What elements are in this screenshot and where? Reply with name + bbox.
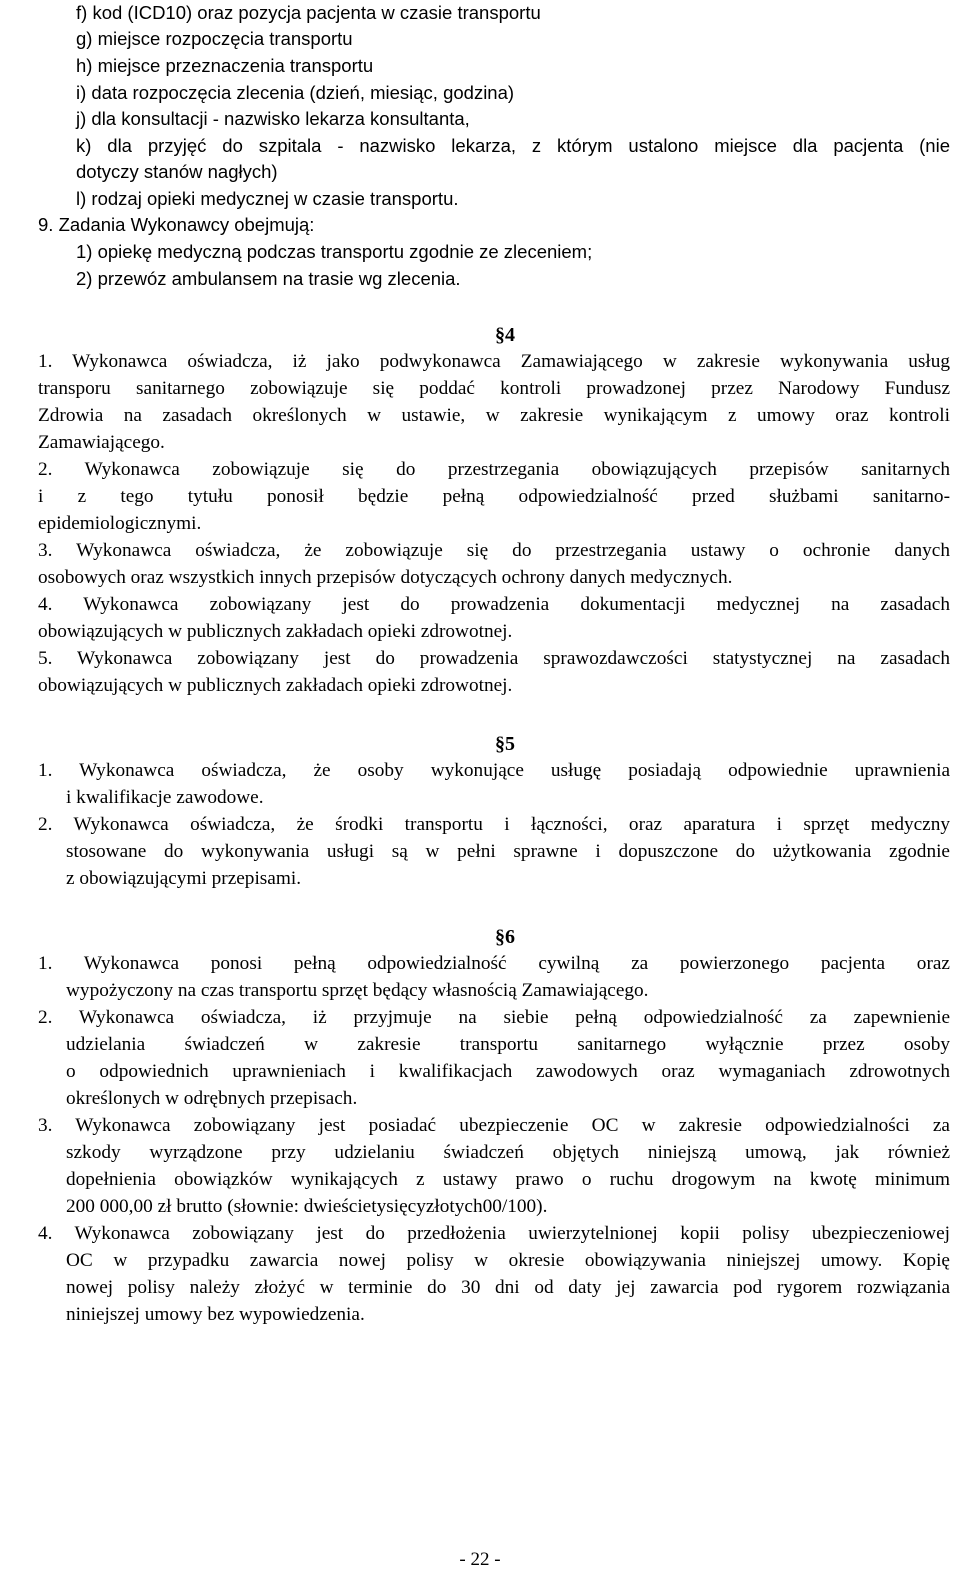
- sec4-line-7: epidemiologicznymi.: [38, 513, 202, 534]
- sec6-line-4: udzielania świadczeń w zakresie transportu sanitarnego wyłącznie przez osoby: [66, 1034, 950, 1055]
- item-9-heading: 9. Zadania Wykonawcy obejmują:: [38, 214, 315, 235]
- section-number: 4: [505, 324, 515, 346]
- sec6-line-9: dopełnienia obowiązków wynikających z ustawy prawo o ruchu drogowym na kwotę minimum: [66, 1169, 950, 1190]
- sec5-line-3: 2. Wykonawca oświadcza, że środki transportu i łączności, oraz aparatura i sprzęt medyczny: [38, 814, 950, 835]
- sec6-line-1: 1. Wykonawca ponosi pełną odpowiedzialność cywilną za powierzonego pacjenta oraz: [38, 953, 950, 974]
- section-number: 6: [505, 926, 515, 948]
- section-4-heading: [495, 322, 515, 348]
- sec4-line-2: transporu sanitarnego zobowiązuje się poddać kontroli prowadzonej przez Narodowy Fundusz: [38, 378, 950, 399]
- section-mark: §: [495, 324, 505, 346]
- list-item-j: j) dla konsultacji - nazwisko lekarza konsultanta,: [76, 108, 470, 129]
- sec4-line-11: obowiązujących w publicznych zakładach opieki zdrowotnej.: [38, 621, 513, 642]
- sec6-line-12: OC w przypadku zawarcia nowej polisy w okresie obowiązywania niniejszej umowy. Kopię: [66, 1250, 950, 1271]
- list-item-k-cont: dotyczy stanów nagłych): [76, 161, 278, 182]
- section-number: 5: [505, 733, 515, 755]
- sec4-line-13: obowiązujących w publicznych zakładach opieki zdrowotnej.: [38, 675, 513, 696]
- list-item-h: h) miejsce przeznaczenia transportu: [76, 55, 374, 76]
- sec4-line-6: i z tego tytułu ponosił będzie pełną odpowiedzialność przed służbami sanitarno-: [38, 486, 950, 507]
- sec5-line-2: i kwalifikacje zawodowe.: [66, 787, 264, 808]
- sec4-line-5: 2. Wykonawca zobowiązuje się do przestrzegania obowiązujących przepisów sanitarnych: [38, 459, 950, 480]
- list-item-k: k) dla przyjęć do szpitala - nazwisko lekarza, z którym ustalono miejsce dla pacjenta (nie: [76, 135, 950, 156]
- page-number: - 22 -: [459, 1549, 501, 1570]
- list-item-l: l) rodzaj opieki medycznej w czasie transportu.: [76, 188, 459, 209]
- sec6-line-2: wypożyczony na czas transportu sprzęt będący własnością Zamawiającego.: [66, 980, 649, 1001]
- sec5-line-4: stosowane do wykonywania usługi są w pełni sprawne i dopuszczone do użytkowania zgodnie: [66, 841, 950, 862]
- sec6-line-7: 3. Wykonawca zobowiązany jest posiadać ubezpieczenie OC w zakresie odpowiedzialności za: [38, 1115, 950, 1136]
- sec5-line-1: 1. Wykonawca oświadcza, że osoby wykonujące usługę posiadają odpowiednie uprawnienia: [38, 760, 950, 781]
- item-9-sub1: 1) opiekę medyczną podczas transportu zgodnie ze zleceniem;: [76, 241, 593, 262]
- list-item-i: i) data rozpoczęcia zlecenia (dzień, miesiąc, godzina): [76, 82, 515, 103]
- sec6-line-14: niniejszej umowy bez wypowiedzenia.: [66, 1304, 365, 1325]
- sec6-line-13: nowej polisy należy złożyć w terminie do 30 dni od daty jej zawarcia pod rygorem rozwiązania: [66, 1277, 950, 1298]
- section-6-heading: [495, 924, 515, 950]
- sec4-line-4: Zamawiającego.: [38, 432, 165, 453]
- sec6-line-3: 2. Wykonawca oświadcza, iż przyjmuje na siebie pełną odpowiedzialność za zapewnienie: [38, 1007, 950, 1028]
- item-9-sub2: 2) przewóz ambulansem na trasie wg zlecenia.: [76, 268, 461, 289]
- sec5-line-5: z obowiązującymi przepisami.: [66, 868, 302, 889]
- section-mark: §: [495, 926, 505, 948]
- sec4-line-9: osobowych oraz wszystkich innych przepisów dotyczących ochrony danych medycznych.: [38, 567, 733, 588]
- sec6-line-5: o odpowiednich uprawnieniach i kwalifikacjach zawodowych oraz wymaganiach zdrowotnych: [66, 1061, 950, 1082]
- sec4-line-10: 4. Wykonawca zobowiązany jest do prowadzenia dokumentacji medycznej na zasadach: [38, 594, 950, 615]
- sec6-line-6: określonych w odrębnych przepisach.: [66, 1088, 358, 1109]
- sec4-line-8: 3. Wykonawca oświadcza, że zobowiązuje się do przestrzegania ustawy o ochronie danych: [38, 540, 950, 561]
- sec4-line-12: 5. Wykonawca zobowiązany jest do prowadzenia sprawozdawczości statystycznej na zasadach: [38, 648, 950, 669]
- section-mark: §: [495, 733, 505, 755]
- sec6-line-8: szkody wyrządzone przy udzielaniu świadczeń objętych niniejszą umową, jak również: [66, 1142, 950, 1163]
- sec6-line-11: 4. Wykonawca zobowiązany jest do przedłożenia uwierzytelnionej kopii polisy ubezpieczeniowej: [38, 1223, 950, 1244]
- section-5-heading: [495, 731, 515, 757]
- sec6-line-10: 200 000,00 zł brutto (słownie: dwieścietysięcyzłotych00/100).: [66, 1196, 548, 1217]
- list-item-g: g) miejsce rozpoczęcia transportu: [76, 28, 353, 49]
- sec4-line-3: Zdrowia na zasadach określonych w ustawie, w zakresie wynikającym z umowy oraz kontroli: [38, 405, 950, 426]
- sec4-line-1: 1. Wykonawca oświadcza, iż jako podwykonawca Zamawiającego w zakresie wykonywania usług: [38, 351, 950, 372]
- list-item-f: f) kod (ICD10) oraz pozycja pacjenta w czasie transportu: [76, 2, 541, 23]
